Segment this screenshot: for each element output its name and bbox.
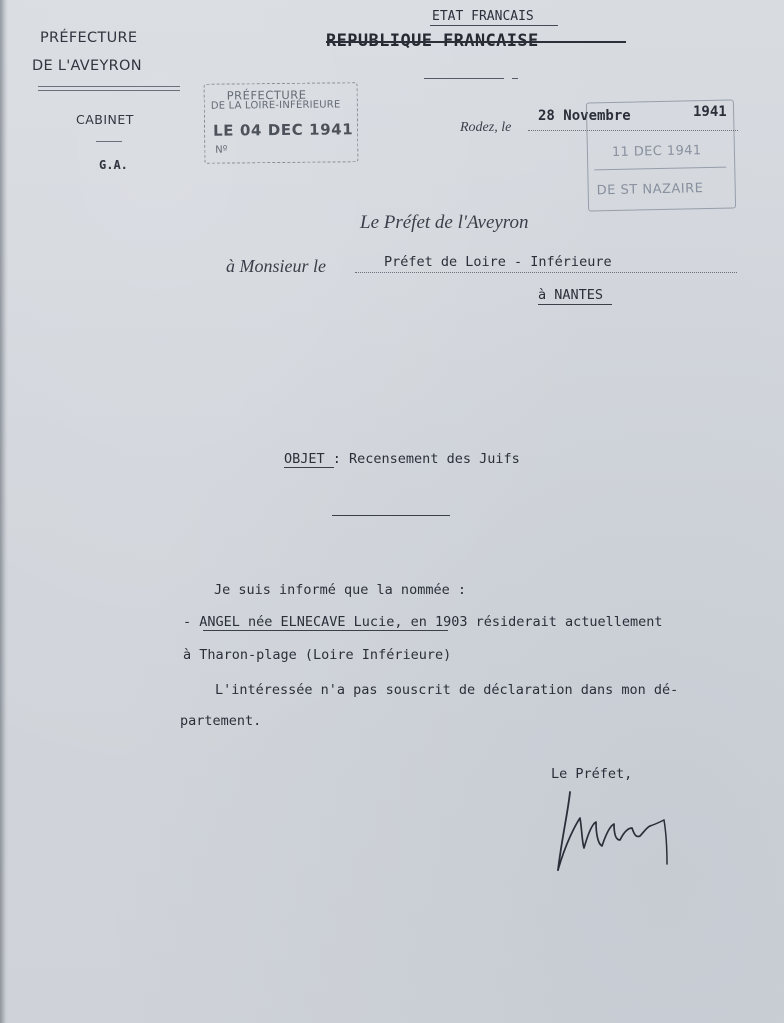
body-paragraph-2: - ANGEL née ELNECAVE Lucie, en 1903 résiderait actuellement [183, 614, 663, 630]
recipient-city: à NANTES [538, 287, 604, 303]
body-paragraph-3: à Tharon-plage (Loire Inférieure) [183, 647, 452, 663]
letterhead-reference: G.A. [99, 158, 128, 172]
recipient-dotted-line [355, 272, 737, 273]
handwritten-signature [548, 782, 678, 882]
received-stamp-st-nazaire [586, 99, 736, 211]
subject-label-underline [284, 467, 334, 468]
strike-through-line [326, 41, 626, 43]
subject-label: OBJET [284, 451, 325, 467]
body-paragraph-5: partement. [180, 713, 262, 729]
body-paragraph-1: Je suis informé que la nommée : [214, 582, 466, 598]
recipient: Préfet de Loire - Inférieure [384, 254, 612, 270]
signoff-title: Le Préfet, [551, 766, 633, 782]
dateline-date: 28 Novembre [538, 108, 631, 124]
letterhead-divider [38, 86, 180, 91]
torn-edge [0, 0, 8, 1023]
state-heading-underline [430, 25, 558, 26]
stamp-st-nazaire-date: 11 DEC 1941 [611, 143, 702, 161]
letterhead-short-divider [96, 141, 122, 142]
dateline-year: 1941 [693, 104, 727, 120]
received-stamp-loire-inferieure [204, 82, 359, 164]
dateline-place: Rodez, le [460, 120, 512, 135]
stamp-date: LE 04 DEC 1941 [212, 120, 354, 140]
letterhead-prefecture: PRÉFECTURE [40, 30, 138, 46]
heading-divider [424, 78, 504, 79]
name-underline [203, 630, 448, 631]
subject-line [284, 451, 520, 467]
section-separator [332, 515, 450, 516]
state-heading: ETAT FRANCAIS [432, 9, 534, 24]
stamp-department-label: DE LA LOIRE-INFÉRIEURE [210, 99, 341, 112]
stamp-st-nazaire-place: DE ST NAZAIRE [596, 181, 704, 199]
sender-title: Le Préfet de l'Aveyron [360, 212, 529, 233]
salutation: à Monsieur le [226, 256, 326, 276]
stamp-prefecture-label: PRÉFECTURE [226, 87, 307, 103]
body-paragraph-4: L'intéressée n'a pas souscrit de déclaration dans mon dé- [215, 682, 679, 698]
heading-divider-dash [512, 78, 518, 79]
stamp-number-prefix: Nº [215, 144, 228, 156]
letterhead-department: DE L'AVEYRON [32, 58, 142, 74]
stamp-st-nazaire-divider [594, 167, 726, 171]
recipient-city-underline [538, 304, 612, 305]
struck-republic-heading: REPUBLIQUE FRANCAISE [326, 31, 539, 51]
letterhead-cabinet: CABINET [76, 112, 134, 127]
subject-text: : Recensement des Juifs [332, 451, 520, 467]
